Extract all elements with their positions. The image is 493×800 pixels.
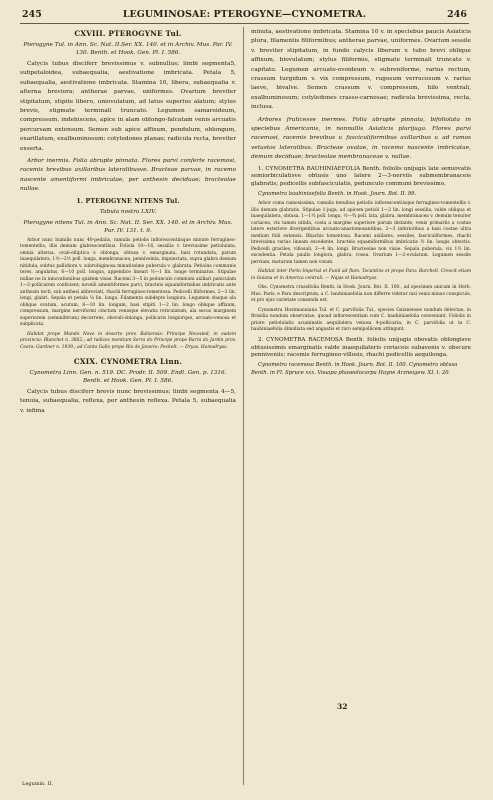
species-diagnosis-cynometra-racemosa: 2. CYNOMETRA RACEMOSA Benth. foliolis unijugis obovatis oblongisve obtusissimis emarginatis valde inaequilateris coriaceis subavenis v. obscure penniveniis; racemis ferrugineo-villosis, rhachi pedicellis aequilonga. xyxy=(251,336,471,359)
genus-description-cynometra: Calycis tubus disciferr brevis nunc brevissimus; limbi segmenta 4—5, tenuia, subaequalia, reflexa, per anthesin reflexa. Petala 5, subaequalia v. infima xyxy=(20,388,236,414)
habitat-pterogyne-nitens: Habitat prope Mundo Novo in deserto prov. Bahiensis: Principe Neuwied; in eadem provincia: Blanchet n. 3862.; ad radices montium Serra do Principe prope Barra do Jardin prov. Ceara: Gardner n. 1939.; ad Canta Gallo prope Rio de Janeiro: Peckolt. — Dryas, Hamadryas. xyxy=(20,331,236,350)
genus-description-pterogyne: Calycis tubus disciferr brevissimus v. subnullus; limbi segmenta5, subpetaloidea, subaequalia, aestivatione imbricata. Petala 5, subaequalia, aestivatione imbricata. Stamina 10, libera, subaequalia v. alterna breviora; antherae parvae, uniformes. Ovarium breviter stipitatum, stipite libero, uniovulatum, ad latus superius alatum; stylus brevis, stigmate terminali truncato. Legumen samaroideum, compressum, indehiscens, apice in alam oblongo-falcatam venis arcuatis percursam extensum. Semen sub apice affixum, pendulum, oblongum, exarillatum, exalbuminosum; cotyledones planae; radicula recta, breviter exserta. xyxy=(20,61,236,152)
genus-citation-pterogyne: Pterogyne Tul. in Ann. Sc. Nat. II.Ser. XX. 140. et in Archiv. Mus. Par. IV. 130. Benth. et Hook. Gen. Pl. I. 586. xyxy=(23,42,233,56)
habitat-cynometra-bauhiniaefolia: Habitat inter Porto Imperial et Funil ad flum. Tocantins et prope Para: Burchell. Crescit etiam in Guiana et in America centrali. — Najas et Hamadryas. xyxy=(251,269,471,281)
running-title: LEGUMINOSAE: PTEROGYNE—CYNOMETRA. xyxy=(122,9,367,20)
genus-heading-cynometra: CXIX. CYNOMETRA Linn. xyxy=(73,356,183,366)
genus-heading-pterogyne: CXVIII. PTEROGYNE Tul. xyxy=(74,29,182,38)
genus-citation-cynometra: Cynometra Linn. Gen. n. 519. DC. Prodr. II. 509. Endl. Gen. p. 1316. Benth. et Hook. Gen. Pl. I. 586. xyxy=(29,369,227,384)
observation-cynometra-crassifolia: Obs. Cynometra crassifolia Benth. in Hook. Journ. Bot. II. 100., ad specimen unicum in Herb. Mus. Paris. e Para descriptum, a C. bauhiniaefolia non differre videtur nisi venis minus conspicuis, et pro ejus varietate consenda est. xyxy=(251,285,471,304)
left-column xyxy=(20,28,236,770)
signature-mark: 32 xyxy=(337,702,348,711)
species-description-pterogyne-nitens: Arbor nunc humilis nunc 40-pedalis, ramulis petiolis inflorescentiisque minute ferrugineo-tomentellis, illis demum glabrescentibus. Foliola 10—16, sessilia v. breviusime petiolulata, omnia alterna, ovali-elliptica v. oblonga, obtusa v. emarginata, basi rotundata, parum inaequilatera, 1½—2½ poll. longa, membranacea, penniveinia, impunctata, supra glabra demum nitidula, subtus pallidiora v. subrubiginosa minutissime puberula v. glabrata. Petiolus communis teres, angulatus, 6—10 poll. longus, appendice lineari ½—1 lin. longe terminatus. Stipulae nullae ne in innovationibus quidem visae. Racemi 3—5 in pedunculo communi axillari paniculam 1—2-pollicarem conficient; novelli amentiformes parvi, bracteis squamiformibus imbricatis ante anthesin tecti, sub anthesi abbreviati, rhachi ferrugineo-tomentosa. Pedicelli filiformes, 2—3 lin. longi, glabri. Sepala et petala ¼ lin. longa. Filamenta subdepto longiora. Legumen obsque ala oblique ovatum, acutum, 8—10 lin. longum, basi stipiti 1—2 lin. longo oblique affixum, compressum, margine nerviformi cinctum venisque elevatis reticulatum; ala secus marginem superiorem (seminiferum) decurrens, obovali-oblonga, pollicaris longiorque, arcuato-venosa et subplicata. xyxy=(20,237,236,328)
header-rule xyxy=(20,23,469,24)
species-description-cynometra-bauhiniaefolia: Arbor coma ramosissima, ramulis tenuibus petiolis inflorescentiisque ferrugineo-tomentellis v. illis demum glabratis. Stipulae 1-juga, ad apicem petioli 1—2 lin. longi sessilia, valde obliqua et inaequilatera, obtusa, 1—1½ poll. longa, ½—¾ poll. lata, glabra, membranacea v. demum tenuiter coriacea, vix tamen nitida, costa a margine superiore parum distante, venis primariis a costae latere exteriore divergentibus arcuato-anastomosantibus, 2—3 inferioribus a basi costae ultra medium folii extensis. Rhachis tomentosa. Racemi axillares, sessiles, fasciculiformes, rhachi brevissima rarius lineam excedente, bracteis squamiformibus imbricatis ½ lin. longis obtectis. Pedicelli graciles, villosuli, 3—4 lin. longi. Bracteolae non visae. Sepala puberula, vix 1½ lin. excedentia. Petala paullo longiora, glabra, rosea. Ovarium 1—2-ovulatum. Legumen sessile perviam, maturum tamen non visum. xyxy=(251,201,471,265)
column-divider xyxy=(243,27,244,785)
running-header xyxy=(22,9,467,23)
page-number-left: 245 xyxy=(22,9,42,20)
species-heading-pterogyne-nitens: 1. PTEROGYNE NITENS Tul. xyxy=(76,197,180,205)
species-diagnosis-cynometra-bauhiniaefolia: 1. CYNOMETRA BAUHINIAEFOLIA Benth. foliolis unijugis late semiovatis semiorbiculatisve obtusis uno latere 2—3-nerviis submembranaceis glabratis; pedicellis subfasciculatis, pedunculo communi brevissimo. xyxy=(251,165,471,188)
synonymy-cynometra-racemosa: Cynometra racemosa Benth. in Hook. Journ. Bot. II. 100. Cynometra obtusa Benth. in Fl. Spruce xxx. Vouapa phaseolocarpa Hayne Arzneigew. XI. t. 20. xyxy=(251,362,458,376)
observation-cynometra-hostmanniana: Cynometra Hostmanniana Tul. et C. parvifolia Tul., species Guianenses nondum detectae, in Brasilia nondum observatae, quoad inflorescentiam cum C. bauhiniaefolia conveniunt. Foliolis in priore petiolulatis acuminatis aequilatera venosa 4-pollicaria; in C. parvifolia ut in C. bauhiniaefolia dimidiata sed angustis et raro semipollicem attingunt. xyxy=(251,307,471,333)
genus-description-cynometra-continued: minuta, aestivatione imbricata. Stamina 10 v. in speciebus paucis Asiaticis plura, filamentis filiformibus; antherae parvae, uniformes. Ovarium sessile v. breviter stipitatum, in fundo calycis liberum v. tubo brevi oblique affixum, biovulatum; stylus filiformis, stigmate terminali truncato v. capitato. Legumen arcuato-ovoideum v. subreniforme, rarius rectum, crassum turgidum v. vix compressum, rugosum verrucosum v. rarius laeve, bivalve. Semen crassum v. compressum, hilo ventrali, exalbuminosum; cotyledones crasso-carnosae; radicula brevissima, recta, inclusa. xyxy=(251,29,471,111)
species-citation-cynometra-bauhiniaefolia: Cynometra bauhiniaefolia Benth. in Hook. Journ. Bot. II. 99. xyxy=(258,191,417,198)
genus-habit-pterogyne: Arbor inermis. Folia abrupte pinnata. Flores parvi conferte racemosi, racemis brevibus axillaribus lateralibusve. Bracteae parvae, in racemo nascente amentiformi imbricatae, per anthesin deciduae; bracteolae nullae. xyxy=(20,158,236,193)
genus-habit-cynometra: Arbores fruticesve inermes. Folia abrupte pinnata, bifoliolata in speciebus Americanis, in nonnullis Asiaticis plurijuga. Flores parvi racemosi, racemis brevibus v. fasciculiformibus axillaribus v. ad ramos vetustos lateralibus. Bracteae ovatae, in racemo nascente imbricatae, demum deciduae; bracteolae membranaceae v. nullae. xyxy=(251,116,471,161)
plate-reference: Tabula nostra LXIV. xyxy=(99,208,157,215)
footer-signature-label: Legumin. II. xyxy=(22,781,53,787)
species-citation-pterogyne-nitens: Pterogyne nitens Tul. in Ann. Sc. Nat. II. Ser. XX. 140. et in Archiv. Mus. Par. IV. 131. t. 9. xyxy=(23,219,233,234)
page-number-right: 246 xyxy=(447,9,467,20)
right-column xyxy=(251,28,471,688)
